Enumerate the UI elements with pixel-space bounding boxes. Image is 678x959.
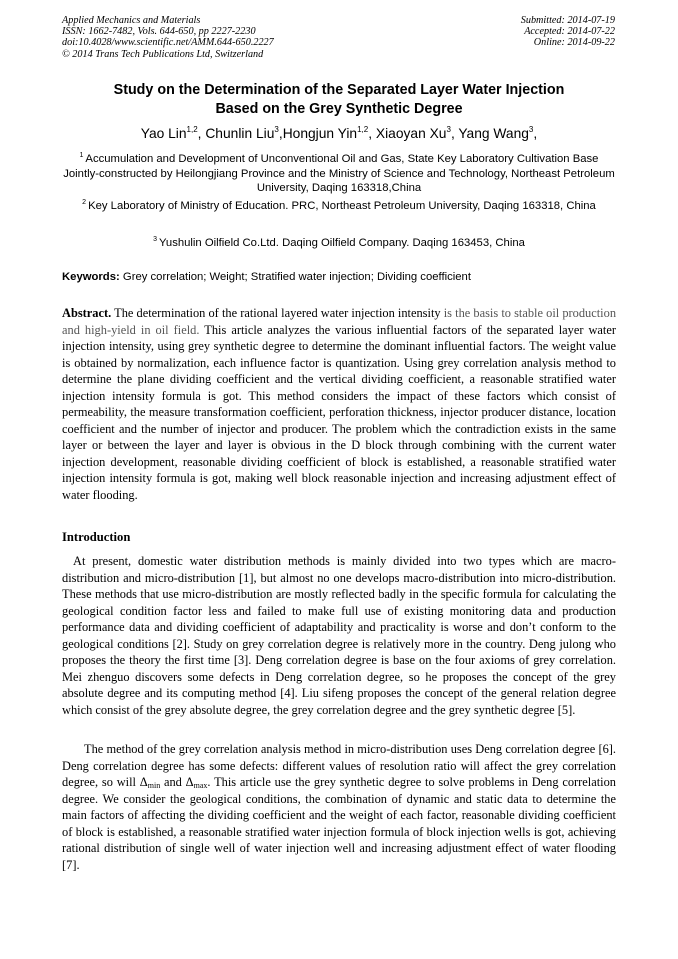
author-name: Yang Wang [458, 126, 529, 141]
author-affiliation-ref: 3 [528, 125, 534, 134]
title-line: Based on the Grey Synthetic Degree [215, 101, 463, 117]
keywords [62, 270, 616, 284]
intro-paragraph-1: At present, domestic water distribution methods is mainly divided into two types which are macro-distribution and micro-distribution [1], but almost no one develops macro-distribution into micro-distribution. These methods that use micro-distribution are mostly reflected badly in the specific formula for calculating the geological condition factor less and failed to make full use of existing monitoring data and production performance data and dividing coefficient of adaptability and practicality is worse and don’t conform to the geological conditions [2]. Study on grey correlation degree is relatively more in the country. Deng julong who proposes the theory the first time [3]. Deng correlation degree is base on the four axioms of grey correlation. Mei zhenguo discovers some defects in Deng correlation degree, so he proposes the concept of the grey absolute degree and its computing method [4]. Liu sifeng proposes the concept of the general relation degree which consist of the grey absolute degree, the grey correlation degree and the grey synthetic degree [5]. [62, 554, 616, 717]
author-affiliation-ref: 1,2 [186, 125, 198, 134]
author-affiliation-ref: 3 [274, 125, 279, 134]
submitted-date: Submitted: 2014-07-19 [520, 15, 615, 26]
author-name: Hongjun Yin [282, 126, 358, 141]
paragraph-text: The method of the grey correlation analysis method in micro-distribution uses Deng correlation degree [6]. Deng correlation degree has some defects: different values of resolution ratio will affect the grey correlation degree, so will Δ [62, 742, 616, 789]
journal-copyright: © 2014 Trans Tech Publications Ltd, Switzerland [62, 48, 264, 60]
journal-name: Applied Mechanics and Materials [62, 15, 201, 26]
paper-title [40, 81, 638, 119]
author-separator: , [368, 126, 376, 141]
title-line: Study on the Determination of the Separated Layer Water Injection [113, 82, 565, 98]
affiliation-number: 1 [79, 152, 84, 159]
author-name: Chunlin Liu [205, 126, 275, 141]
abstract-text: The determination of the rational layered water injection intensity [114, 306, 444, 320]
journal-info [62, 15, 274, 60]
paragraph-text: and Δ [160, 775, 194, 789]
submission-dates [521, 15, 615, 49]
affiliation-text: Yushulin Oilfield Co.Ltd. Daqing Oilfield Company. Daqing 163453, China [159, 237, 525, 249]
affiliation-2 [62, 199, 616, 214]
delta-max-subscript: max [193, 781, 208, 790]
author-name: Xiaoyan Xu [375, 126, 447, 141]
author-affiliation-ref: 1,2 [357, 125, 369, 134]
affiliation-1 [62, 152, 616, 196]
affiliation-number: 2 [82, 199, 87, 206]
affiliation-number: 3 [153, 236, 157, 243]
author-separator: , [533, 126, 538, 141]
intro-paragraph-2 [62, 741, 616, 873]
affiliation-3 [62, 236, 616, 251]
abstract-text: This article analyzes the various influential factors of the separated layer water injection intensity, using grey synthetic degree to determine the dominant influential factors. The weight value is obtained by normalization, each influence factor is quantization. Using grey correlation analysis method to determine the plane dividing coefficient and the vertical dividing coefficient, a reasonable stratified water injection intensity formula is got. This method considers the impact of these factors which consist of permeability, the measure transformation coefficient, perforation thickness, injector producer distance, location coefficient and the number of injector and producer. The problem which the contradiction exists in the same layer or between the layer and layer is obvious in the D block through combining with the current water injection development, reasonable dividing coefficient of block is established, a reasonable stratified water injection intensity formula is got, making well block reasonable injection and increasing adjustment effect of water flooding. [62, 322, 616, 502]
author-separator: , [450, 126, 459, 141]
author-separator: , [278, 126, 283, 141]
affiliation-text: Key Laboratory of Ministry of Education. PRC, Northeast Petroleum University, Daqing 163318, China [88, 200, 596, 212]
author-separator: , [197, 126, 206, 141]
keywords-text: Grey correlation; Weight; Stratified water injection; Dividing coefficient [122, 271, 471, 283]
journal-doi: doi:10.4028/www.scientific.net/AMM.644-650.2227 [62, 37, 274, 49]
section-heading-introduction: Introduction [62, 530, 131, 544]
journal-issn: ISSN: 1662-7482, Vols. 644-650, pp 2227-2230 [62, 26, 256, 38]
abstract-label: Abstract. [62, 306, 112, 320]
accepted-date: Accepted: 2014-07-22 [524, 26, 615, 38]
author-affiliation-ref: 3 [446, 125, 451, 134]
keywords-label: Keywords: [62, 271, 120, 283]
abstract [62, 305, 616, 503]
paragraph-text: . This article use the grey synthetic degree to solve problems in Deng correlation degree. We consider the geological conditions, the combination of dynamic and static data to determine the main factors of affecting the dividing coefficient and the weight of each factor, reasonable dividing coefficient of block is established, a reasonable stratified water injection formula of block injection wells is got, achieving rational distribution of single well of water injection well and increasing adjustment effect of water flooding [7]. [62, 775, 616, 872]
author-name: Yao Lin [140, 126, 187, 141]
delta-min-subscript: min [147, 781, 161, 790]
abstract-text-grey: is the basis to stable oil production and high-yield in oil field. [62, 306, 617, 337]
affiliation-text: Accumulation and Development of Unconventional Oil and Gas, State Key Laboratory Cultivation Base Jointly-constructed by Heilongjiang Province and the Ministry of Science and Technology, Northeast Petroleum University, Daqing 163318,China [63, 153, 615, 194]
author-list [40, 125, 638, 143]
online-date: Online: 2014-09-22 [533, 37, 615, 49]
